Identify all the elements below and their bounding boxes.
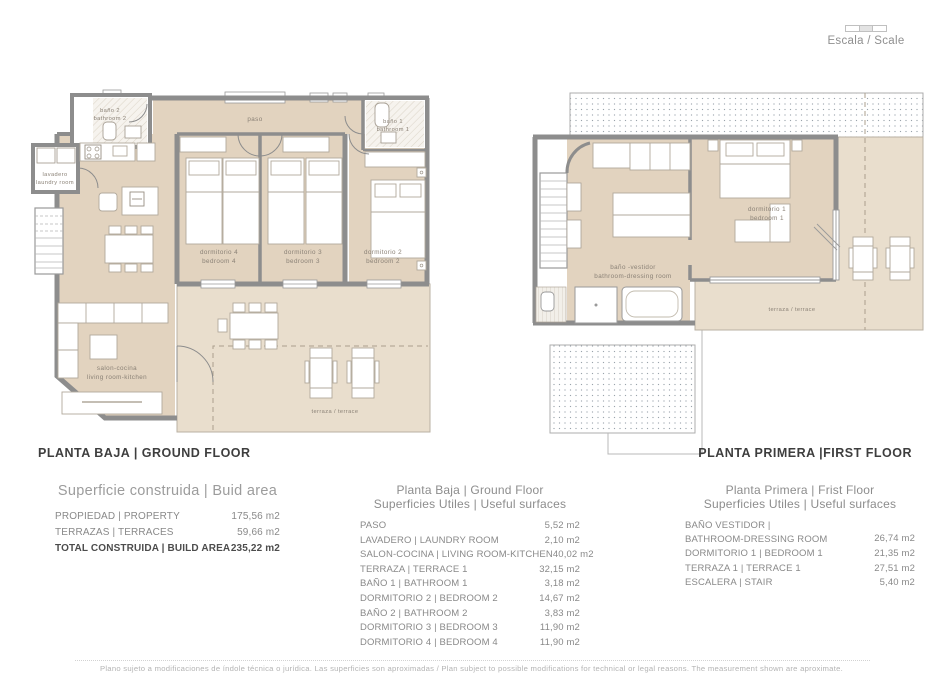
table-row	[685, 519, 915, 547]
row-label	[685, 519, 827, 547]
row-value: 59,66 m2	[237, 527, 280, 539]
ff-label-dorm1-es: dormitorio 1	[747, 206, 787, 213]
row-value: 40,02 m2	[552, 549, 594, 561]
table-row	[360, 577, 580, 592]
row-label: PROPIEDAD | PROPERTY	[55, 511, 180, 522]
ff-label-banovestidor-en: bathroom-dressing room	[594, 273, 672, 280]
row-label: BAÑO 1 | BATHROOM 1	[360, 578, 468, 590]
scale-widget	[821, 25, 911, 47]
gf-bathroom1	[365, 100, 425, 167]
row-value: 5,40 m2	[879, 577, 915, 589]
gf-label-salon-en: living room-kitchen	[86, 374, 148, 381]
gf-kitchen	[80, 143, 155, 161]
row-value: 5,52 m2	[544, 520, 580, 531]
gf-windows-bottom	[201, 280, 401, 288]
table-row	[685, 547, 915, 562]
ground-surfaces-table	[360, 483, 594, 650]
table-row	[685, 562, 915, 577]
gf-label-bano1-en: bathroom 1	[376, 127, 410, 133]
gf-terrace-area	[177, 284, 430, 432]
table-row	[360, 563, 580, 578]
table-row	[360, 519, 580, 534]
row-label: DORMITORIO 3 | BEDROOM 3	[360, 622, 498, 634]
row-value: 2,10 m2	[544, 534, 580, 546]
gf-label-bano2-en: bathroom 2	[93, 116, 127, 122]
header-line2: Superficies Utiles | Useful surfaces	[373, 497, 567, 511]
table-row	[360, 607, 580, 622]
table-row	[55, 509, 280, 525]
ground-floor-plan	[25, 80, 440, 445]
footer-disclaimer: Plano sujeto a modificaciones de índole técnica o jurídica. Las superficies son aproximadas / Plan subject to possible modifications for technical or legal reasons. The measurement shown are aproximate.	[99, 664, 844, 673]
first-surfaces-table	[685, 483, 915, 591]
table-row	[360, 621, 580, 636]
gf-label-dorm2-es: dormitorio 2	[363, 249, 403, 256]
table-row	[360, 636, 580, 651]
gf-label-terraza: terraza / terrace	[311, 409, 359, 415]
first-surfaces-header	[685, 483, 915, 511]
gf-label-dorm2-en: bedroom 2	[366, 258, 400, 265]
built-area-header: Superficie construida | Buid area	[57, 483, 278, 499]
gf-label-dorm3-es: dormitorio 3	[283, 249, 323, 256]
built-area-table	[55, 483, 280, 558]
gf-label-lavadero-en: laundry room	[36, 180, 74, 186]
row-label: PASO	[360, 520, 387, 531]
scale-label: Escala / Scale	[827, 35, 905, 47]
gf-stairs	[35, 208, 63, 274]
gf-label-bano2-es: baño 2	[100, 108, 120, 114]
ff-label-banovestidor-es: baño -vestidor	[610, 264, 656, 271]
row-label: DORMITORIO 2 | BEDROOM 2	[360, 592, 498, 604]
row-value: 11,90 m2	[539, 622, 580, 634]
ground-floor-title: PLANTA BAJA | GROUND FLOOR	[38, 446, 251, 460]
gf-label-dorm4-es: dormitorio 4	[199, 249, 239, 256]
table-row	[685, 576, 915, 591]
gf-label-dorm3-en: bedroom 3	[286, 258, 320, 265]
row-label: DORMITORIO 4 | BEDROOM 4	[360, 636, 498, 648]
gf-dining-table	[105, 226, 153, 272]
first-floor-plan	[530, 80, 935, 460]
table-row	[360, 534, 580, 549]
row-label: ESCALERA | STAIR	[685, 577, 773, 589]
header-line1: Planta Primera | Frist Floor	[725, 483, 875, 497]
row-value: 21,35 m2	[874, 548, 915, 559]
row-value: 14,67 m2	[539, 592, 580, 604]
table-row	[55, 525, 280, 541]
gf-label-bano1-es: baño 1	[383, 119, 403, 125]
scale-bar-icon	[845, 25, 887, 32]
row-value: 3,18 m2	[544, 578, 580, 590]
first-floor-title: PLANTA PRIMERA |FIRST FLOOR	[698, 446, 912, 460]
footer-divider	[75, 660, 870, 661]
row-label: DORMITORIO 1 | BEDROOM 1	[685, 548, 823, 559]
ff-label-dorm1-en: bedroom 1	[750, 215, 784, 222]
row-label-line1: BAÑO VESTIDOR |	[685, 520, 771, 531]
row-label: TERRAZA 1 | TERRACE 1	[685, 562, 801, 574]
gf-label-salon-es: salon-cocina	[96, 365, 138, 372]
row-label: SALON-COCINA | LIVING ROOM-KITCHEN	[360, 549, 553, 561]
ff-bathroom	[536, 287, 682, 323]
row-label: LAVADERO | LAUNDRY ROOM	[360, 534, 499, 546]
gf-label-dorm4-en: bedroom 4	[202, 258, 236, 265]
row-label: TERRAZA | TERRACE 1	[360, 563, 468, 575]
row-value: 27,51 m2	[874, 562, 915, 574]
row-label: TOTAL CONSTRUIDA | BUILD AREA	[55, 543, 231, 555]
table-row	[360, 548, 594, 563]
header-line1: Planta Baja | Ground Floor	[396, 483, 544, 497]
row-value: 175,56 m2	[231, 511, 280, 522]
header-line2: Superficies Utiles | Useful surfaces	[703, 497, 897, 511]
row-value: 235,22 m2	[230, 543, 280, 555]
row-label: TERRAZAS | TERRACES	[55, 527, 174, 539]
ground-surfaces-header	[360, 483, 580, 511]
row-value: 11,90 m2	[539, 636, 580, 648]
table-row	[360, 592, 580, 607]
row-value: 26,74 m2	[874, 533, 915, 545]
gf-label-lavadero-es: lavadero	[42, 172, 68, 178]
row-value: 32,15 m2	[539, 563, 580, 575]
row-value: 3,83 m2	[544, 607, 580, 619]
ff-label-terraza: terraza / terrace	[768, 307, 816, 313]
gf-label-paso: paso	[247, 116, 263, 123]
row-label: BAÑO 2 | BATHROOM 2	[360, 607, 468, 619]
table-row-total	[55, 541, 280, 557]
row-label-line2: BATHROOM-DRESSING ROOM	[685, 534, 828, 545]
